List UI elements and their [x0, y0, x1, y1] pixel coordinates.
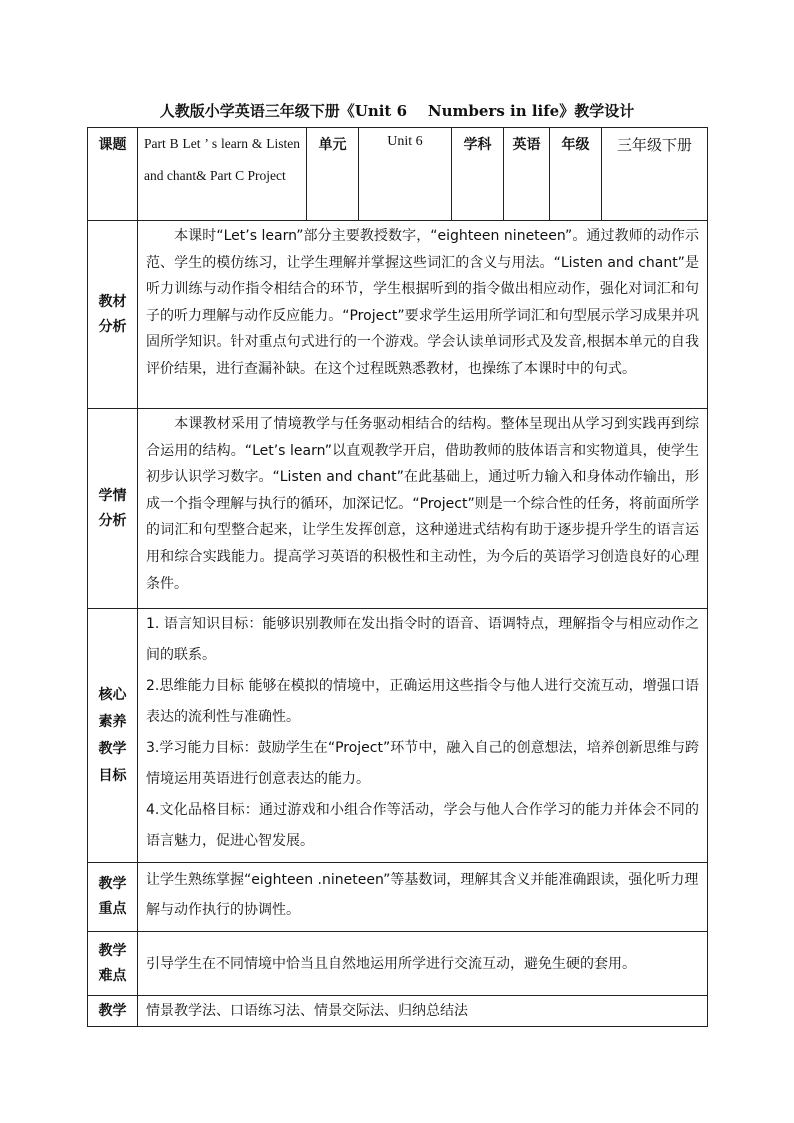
learner-analysis-label: [88, 409, 138, 609]
textbook-analysis-row: [88, 221, 708, 409]
key-points-text: 让学生熟练掌握“eighteen .nineteen”等基数词，理解其含义并能准确跟读，强化听力理解与动作执行的协调性。: [138, 863, 708, 932]
label-line: 教学: [98, 942, 127, 959]
label-line: 教学: [98, 876, 127, 892]
label-line: 核心: [98, 686, 127, 703]
unit-value: Unit 6: [359, 128, 452, 221]
textbook-analysis-text: 本课时“Let’s learn”部分主要教授数字，“eighteen nineteen”。通过教师的动作示范、学生的模仿练习，让学生理解并掌握这些词汇的含义与用法。“Listen and chant”是听力训练与动作指令相结合的环节，学生根据听到的指令做出相应动作，强化对词汇和句子的听力理解与动作反应能力。“Project”要求学生运用所学词汇和句型展示学习成果并巩固所学知识。针对重点句式进行的一个游戏。学会认读单词形式及发音,根据本单元的自我评价结果，进行查漏补缺。在这个过程既熟悉教材，也操练了本课时中的句式。: [146, 228, 699, 377]
topic-label: 课题: [88, 128, 138, 221]
label-line: 重点: [98, 901, 127, 917]
subject-value: 英语: [504, 128, 550, 221]
unit-label: 单元: [307, 128, 359, 221]
grade-value: 三年级下册: [602, 128, 708, 221]
goal-item: 1. 语言知识目标：能够识别教师在发出指令时的语音、语调特点，理解指令与相应动作之间的联系。: [146, 616, 699, 663]
label-line: 教材: [98, 293, 127, 310]
subject-label: 学科: [452, 128, 504, 221]
teaching-methods-label: [88, 996, 138, 1027]
topic-value: Part B Let ’ s learn & Listen and chant& Part C Project: [138, 128, 307, 221]
learner-analysis-text: 本课教材采用了情境教学与任务驱动相结合的结构。整体呈现出从学习到实践再到综合运用的结构。“Let’s learn”以直观教学开启，借助教师的肢体语言和实物道具，使学生初步认识学习数字。“Listen and chant”在此基础上，通过听力输入和身体动作输出，形成一个指令理解与执行的循环，加深记忆。“Project”则是一个综合性的任务，将前面所学的词汇和句型整合起来，让学生发挥创意，这种递进式结构有助于逐步提升学生的语言运用和综合实践能力。提高学习英语的积极性和主动性，为今后的英语学习创造良好的心理条件。: [146, 416, 699, 592]
label-line: 分析: [98, 512, 127, 529]
document-title: 人教版小学英语三年级下册《Unit 6 Numbers in life》教学设计: [159, 102, 635, 120]
label-line: 教学: [98, 1002, 127, 1019]
learner-analysis-row: [88, 409, 708, 609]
core-literacy-goals-row: [88, 609, 708, 863]
difficult-points-row: [88, 932, 708, 996]
label-line: 目标: [98, 767, 127, 784]
label-line: 分析: [98, 318, 127, 335]
label-line: 学情: [98, 487, 127, 504]
goal-item: 3.学习能力目标：鼓励学生在“Project”环节中，融入自己的创意想法，培养创新思维与跨情境运用英语进行创意表达的能力。: [146, 740, 699, 787]
difficult-points-text: 引导学生在不同情境中恰当且自然地运用所学进行交流互动，避免生硬的套用。: [138, 932, 708, 996]
header-row: [88, 128, 708, 221]
grade-label: 年级: [550, 128, 602, 221]
label-line: 素养: [98, 713, 127, 730]
label-line: 难点: [98, 967, 127, 984]
goal-item: 4.文化品格目标：通过游戏和小组合作等活动，学会与他人合作学习的能力并体会不同的语言魅力，促进心智发展。: [146, 802, 699, 849]
difficult-points-label: [88, 932, 138, 996]
core-literacy-goals-label: [88, 609, 138, 863]
goal-item: 2.思维能力目标 能够在模拟的情境中，正确运用这些指令与他人进行交流互动，增强口语表达的流利性与准确性。: [146, 678, 699, 725]
learner-analysis-content: [138, 409, 708, 609]
key-points-row: [88, 863, 708, 932]
lesson-plan-table: [87, 127, 708, 1027]
textbook-analysis-content: [138, 221, 708, 409]
label-line: 教学: [98, 740, 127, 757]
teaching-methods-text: 情景教学法、口语练习法、情景交际法、归纳总结法: [138, 996, 708, 1027]
key-points-label: [88, 863, 138, 932]
core-literacy-goals-content: [138, 609, 708, 863]
teaching-methods-row: [88, 996, 708, 1027]
textbook-analysis-label: [88, 221, 138, 409]
